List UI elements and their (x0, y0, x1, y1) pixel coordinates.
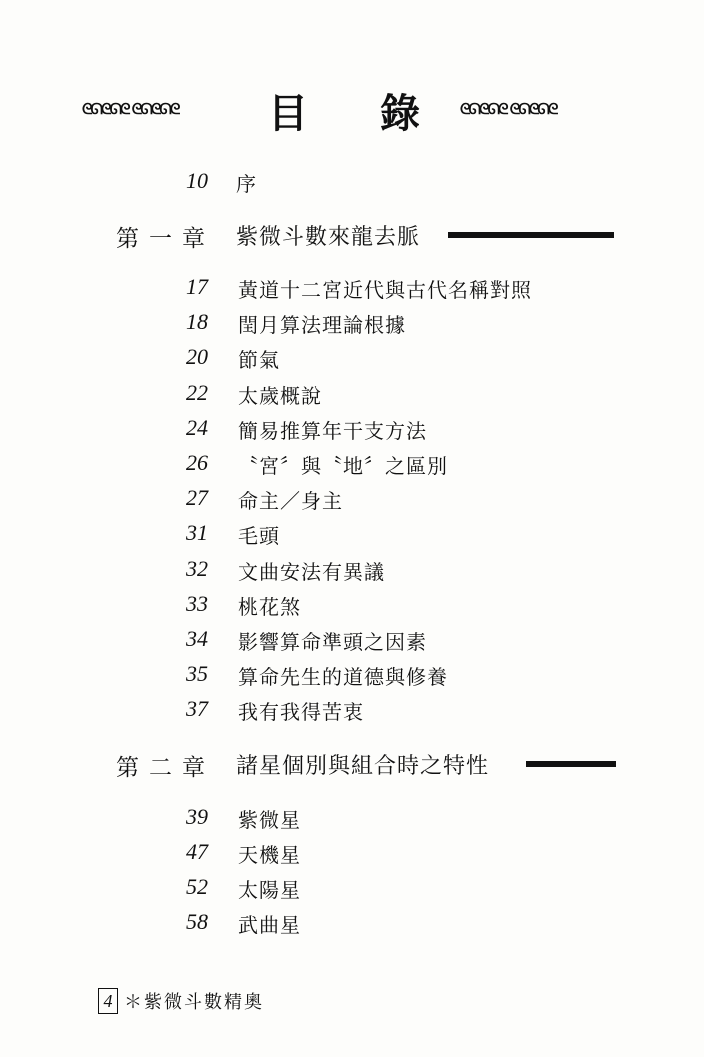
entry-title: 影響算命準頭之因素 (238, 630, 427, 654)
entry-page: 33 (186, 590, 208, 616)
ornament-left: ᘓᘏᘓᘏᘓ ᘓᘏᘓᘏᘓ (82, 100, 179, 118)
chapter-1-heading[interactable] (0, 220, 704, 254)
entry-page: 24 (186, 414, 208, 440)
entry-title: 桃花煞 (238, 594, 301, 619)
ornament-right: ᘓᘏᘓᘏᘓ ᘓᘏᘓᘏᘓ (460, 100, 557, 118)
entry-title: 天機星 (238, 843, 301, 867)
entry-page: 26 (186, 450, 208, 475)
entry-page: 22 (186, 379, 208, 405)
entry-page: 27 (186, 485, 208, 511)
entry-title: 紫微星 (238, 808, 301, 832)
chapter-rule (448, 232, 614, 238)
entry-page: 34 (186, 626, 208, 651)
entry-page: 37 (186, 696, 208, 722)
entry-title: 閏月算法理論根據 (238, 313, 406, 338)
entry-title: 太陽星 (238, 878, 301, 902)
chapter-label: 第一章 (116, 226, 215, 252)
entry-title: 文曲安法有異議 (238, 559, 385, 584)
chapter-2-heading[interactable] (0, 749, 704, 783)
chapter-title: 紫微斗數來龍去脈 (236, 225, 421, 250)
page-number: 4 (98, 988, 118, 1014)
book-title: 紫微斗數精奧 (144, 992, 264, 1013)
entry-page: 17 (186, 274, 208, 299)
entry-page: 18 (186, 309, 208, 335)
entry-title: 算命先生的道德與修養 (238, 665, 448, 690)
entry-page: 47 (186, 839, 208, 864)
entry-page: 31 (186, 520, 208, 546)
entry-page: 58 (186, 909, 208, 934)
separator-icon: ＊ (124, 992, 142, 1013)
entry-title: 節氣 (238, 348, 280, 373)
entry-page: 20 (186, 344, 208, 370)
entry-page: 52 (186, 874, 208, 899)
title-char-1: 目 (268, 91, 308, 137)
entry-title: 毛頭 (238, 524, 280, 549)
entry-title: 我有我得苦衷 (238, 700, 364, 725)
entry-page: 35 (186, 661, 208, 687)
entry-title: 武曲星 (238, 913, 301, 937)
entry-page: 32 (186, 555, 208, 581)
chapter-rule (526, 761, 616, 767)
title-char-2: 錄 (380, 91, 420, 137)
chapter-label: 第二章 (116, 755, 215, 781)
entry-title: 黃道十二宮近代與古代名稱對照 (238, 278, 532, 302)
entry-title: 太歲概說 (238, 383, 322, 408)
entry-page: 39 (186, 804, 208, 829)
chapter-title: 諸星個別與組合時之特性 (236, 754, 490, 779)
entry-title: 命主／身主 (238, 489, 343, 514)
entry-title: 〝宮〞與〝地〞之區別 (238, 454, 448, 478)
entry-title: 簡易推算年干支方法 (238, 418, 427, 443)
entry-page: 10 (186, 168, 208, 193)
entry-title: 序 (236, 172, 257, 196)
toc-header (82, 82, 622, 137)
